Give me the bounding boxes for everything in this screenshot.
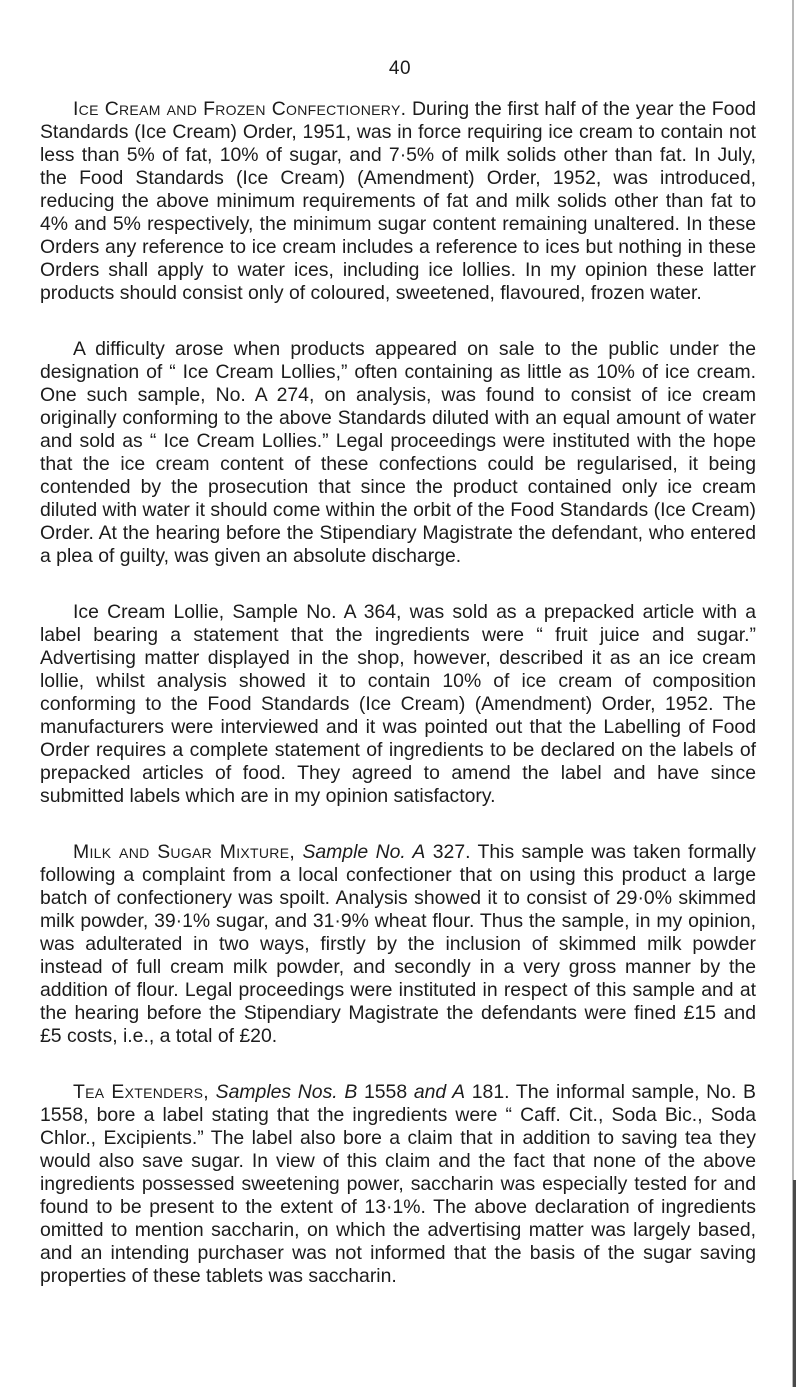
- section-heading-milk-sugar: Milk and Sugar Mixture,: [73, 841, 296, 863]
- sample-reference: and A: [413, 1081, 466, 1103]
- section-heading-ice-cream: Ice Cream and Frozen Confectionery.: [73, 98, 407, 120]
- page-number: 40: [388, 58, 412, 79]
- paragraph-text: During the first half of the year the Food Standards (Ice Cream) Order, 1951, was in force requiring ice cream to contain not less than 5% of fat, 10% of sugar, and 7·5% of milk solids other than fat. In July, the Food Standards (Ice Cream) (Amendment) Order, 1952, was introduced, reducing the above minimum requirements of fat and milk solids other than fat to 4% and 5% respectively, the minimum sugar content remaining unaltered. In these Orders any reference to ice cream includes a reference to ices but nothing in these Orders shall apply to water ices, including ice lollies. In my opinion these latter products should consist only of coloured, sweetened, flavoured, frozen water.: [40, 98, 757, 304]
- paragraph-ice-cream-lollie-sample: Ice Cream Lollie, Sample No. A 364, was sold as a prepacked article with a label bearing a statement that the ingredients were “ fruit juice and sugar.” Advertising matter displayed in the shop, however, described it as an ice cream lollie, whilst analysis showed it to contain 10% of ice cream of composition conforming to the Food Standards (Ice Cream) (Amendment) Order, 1952. The manufacturers were interviewed and it was pointed out that the Labelling of Food Order requires a complete statement of ingredients to be declared on the labels of prepacked articles of food. They agreed to amend the label and have since submitted labels which are in my opinion satisfactory.: [40, 601, 756, 807]
- sample-reference: Samples Nos. B: [215, 1081, 358, 1103]
- sample-number: 1558: [357, 1081, 414, 1103]
- sample-reference: Sample No. A: [302, 841, 426, 863]
- body-text: [40, 98, 756, 1321]
- paragraph-text: 327. This sample was taken formally following a complaint from a local confectioner that on using this product a large batch of confectionery was spoilt. Analysis showed it to consist of 29·0% skimmed milk powder, 39·1% sugar, and 31·9% wheat flour. Thus the sample, in my opinion, was adulterated in two ways, firstly by the inclusion of skimmed milk powder instead of full cream milk powder, and secondly in a very gross manner by the addition of flour. Legal proceedings were instituted in respect of this sample and at the hearing before the Stipendiary Magistrate the defendants were fined £15 and £5 costs, i.e., a total of £20.: [40, 841, 756, 1047]
- scan-edge-line: [792, 0, 794, 1387]
- paragraph-tea-extenders: [40, 1081, 756, 1288]
- scan-edge-shadow: [793, 1180, 796, 1387]
- paragraph-ice-cream-lollies: A difficulty arose when products appeared on sale to the public under the designation of “ Ice Cream Lollies,” often containing as little as 10% of ice cream. One such sample, No. A 274, on analysis, was found to consist of ice cream originally conforming to the above Standards diluted with an equal amount of water and sold as “ Ice Cream Lollies.” Legal proceedings were instituted with the hope that the ice cream content of these confections could be regularised, it being contended by the prosecution that since the product contained only ice cream diluted with water it should come within the orbit of the Food Standards (Ice Cream) Order. At the hearing before the Stipendiary Magistrate the defendant, who entered a plea of guilty, was given an absolute discharge.: [40, 338, 756, 567]
- paragraph-milk-sugar-mixture: [40, 841, 756, 1048]
- paragraph-ice-cream: [40, 98, 756, 305]
- paragraph-text: 181. The informal sample, No. B 1558, bore a label stating that the ingredients were “ Caff. Cit., Soda Bic., Soda Chlor., Excipients.” The label also bore a claim that in addition to saving tea they would also save sugar. In view of this claim and the fact that none of the above ingredients possessed sweetening power, saccharin was especially tested for and found to be present to the extent of 13·1%. The above declaration of ingredients omitted to mention saccharin, on which the advertising matter was largely based, and an intending purchaser was not informed that the basis of the sugar saving properties of these tablets was saccharin.: [40, 1081, 756, 1287]
- section-heading-tea-extenders: Tea Extenders,: [73, 1081, 209, 1103]
